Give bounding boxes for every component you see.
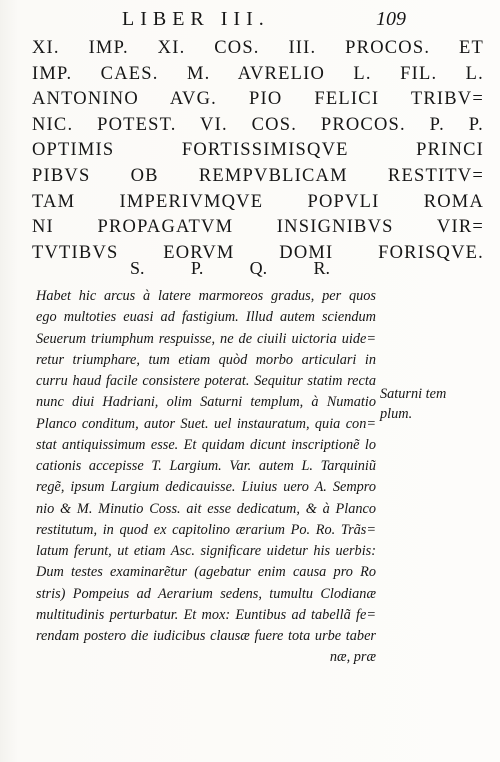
body-line: Habet hic arcus à latere marmoreos gradus, per quos bbox=[36, 288, 376, 304]
inscription-line: OPTIMIS FORTISSIMISQVE PRINCI bbox=[32, 140, 484, 161]
spqr-line bbox=[130, 258, 330, 282]
book-section-title: LIBER III. bbox=[122, 8, 270, 30]
spqr-letter: Q. bbox=[249, 258, 268, 278]
spqr-letter: P. bbox=[190, 258, 204, 278]
inscription-line: NIC. POTEST. VI. COS. PROCOS. P. P. bbox=[32, 114, 484, 135]
body-line: rendam postero die iudicibus clausæ fuere tota urbe taber bbox=[36, 628, 376, 644]
body-line: nunc diui Hadriani, olim Saturni templum, à Numatio bbox=[36, 394, 376, 411]
body-line: curru haud facile consistere poterat. Sequitur statim recta bbox=[36, 373, 376, 389]
body-paragraph bbox=[36, 286, 376, 669]
body-line: stat antiquissimum esse. Et quidam dicunt inscriptionẽ lo bbox=[36, 436, 376, 453]
body-line: multitudinis perturbatur. Et mox: Euntibus ad tabellã fe= bbox=[36, 606, 376, 623]
body-line: Planco conditum, autor Suet. uel instauratum, quia con= bbox=[36, 415, 376, 432]
inscription-line: IMP. CAES. M. AVRELIO L. FIL. L. bbox=[32, 63, 484, 84]
body-line: retur triumphare, tum etiam quòd morbo articulari in bbox=[36, 351, 376, 368]
body-line: Seuerum triumphum respuisse, ne de ciuili uictoria uide= bbox=[36, 330, 376, 347]
body-line: cationis accepisse T. Largium. Var. autem L. Tarquiniũ bbox=[36, 458, 376, 474]
marginal-note-line: Saturni tem bbox=[380, 386, 447, 402]
body-line-catchword: næ, præ bbox=[329, 649, 376, 666]
body-line: ego multoties euasi ad fastigium. Illud autem sciendum bbox=[36, 309, 376, 326]
inscription-line: TVTIBVS EORVM DOMI FORISQVE. bbox=[32, 242, 484, 263]
inscription-line: TAM IMPERIVMQVE POPVLI ROMA bbox=[32, 191, 484, 212]
inscription-line: XI. IMP. XI. COS. III. PROCOS. ET bbox=[32, 38, 484, 58]
inscription-line: NI PROPAGATVM INSIGNIBVS VIR= bbox=[32, 217, 484, 238]
inscription-line: ANTONINO AVG. PIO FELICI TRIBV= bbox=[32, 89, 484, 110]
page-number: 109 bbox=[376, 8, 406, 30]
marginal-note-line: plum. bbox=[380, 406, 413, 422]
body-line: regẽ, ipsum Largium dedicauisse. Liuius uero A. Sempro bbox=[36, 479, 376, 496]
inscription-line: PIBVS OB REMPVBLICAM RESTITV= bbox=[32, 165, 484, 186]
inscription-block bbox=[32, 36, 484, 266]
body-line: latum ferunt, ut etiam Asc. significare uidetur his uerbis: bbox=[36, 543, 376, 559]
spqr-letter: R. bbox=[313, 258, 330, 278]
body-line: stris) Pompeius ad Aerarium sedens, tumultu Clodianæ bbox=[36, 585, 376, 602]
running-head bbox=[0, 4, 500, 30]
body-line: Dum testes examinarẽtur (agebatur enim causa pro Ro bbox=[36, 564, 376, 581]
spqr-letter: S. bbox=[130, 258, 145, 278]
body-line: restitutum, in quod ex capitolino ærarium Po. Ro. Trãs= bbox=[36, 521, 376, 538]
body-line: nio & M. Minutio Coss. ait esse dedicatum, & à Planco bbox=[36, 500, 376, 517]
marginal-note bbox=[380, 384, 480, 424]
